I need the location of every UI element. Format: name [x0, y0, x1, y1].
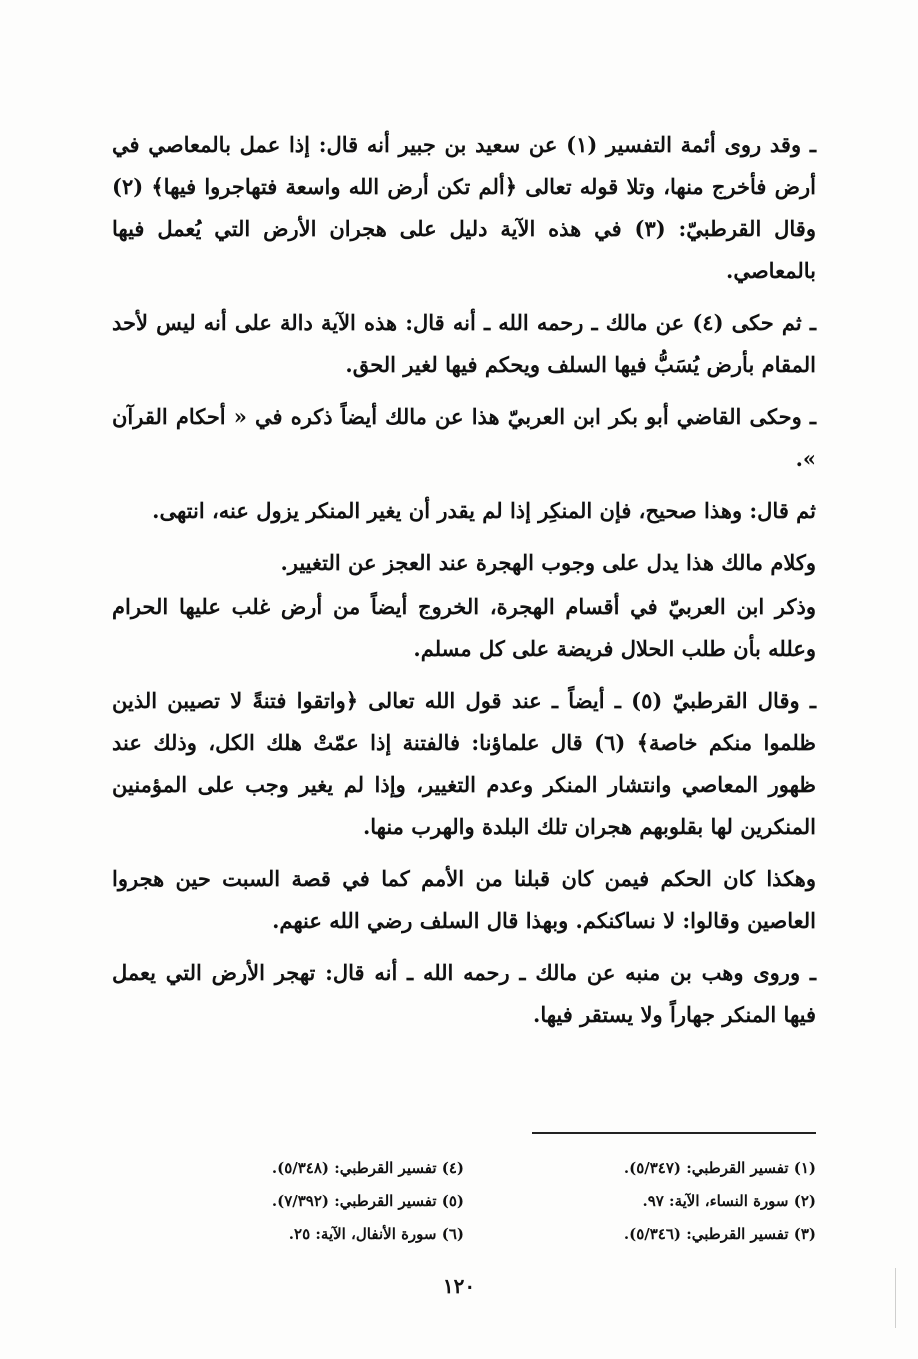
page-edge-mark	[895, 1268, 910, 1328]
paragraph-2: ـ ثم حكى (٤) عن مالك ـ رحمه الله ـ أنه قال: هذه الآية دالة على أنه ليس لأحد المقام بأرض يُسَبُّ فيها السلف ويحكم فيها لغير الحق.	[112, 310, 816, 377]
paragraph-7: ـ وقال القرطبيّ (٥) ـ أيضاً ـ عند قول الله تعالى ﴿واتقوا فتنةً لا تصيبن الذين ظلموا منكم خاصة﴾ (٦) قال علماؤنا: فالفتنة إذا عمّتْ هلك الكل، وذلك عند ظهور المعاصي وانتشار المنكر وعدم التغيير، وإذا لم يغير وجب على المؤمنين المنكرين لها بقلوبهم هجران تلك البلدة والهرب منها.	[112, 688, 816, 839]
paragraph-4: ثم قال: وهذا صحيح، فإن المنكِر إذا لم يقدر أن يغير المنكر يزول عنه، انتهى.	[152, 498, 816, 523]
paragraph-5: وكلام مالك هذا يدل على وجوب الهجرة عند العجز عن التغيير.	[280, 550, 816, 575]
main-text	[112, 124, 816, 1046]
footnote-5: (٥) تفسير القرطبي: (٧/٣٩٢).	[271, 1192, 464, 1210]
footnote-1: (١) تفسير القرطبي: (٥/٣٤٧).	[623, 1159, 816, 1177]
paragraph-1: ـ وقد روى أئمة التفسير (١) عن سعيد بن جبير أنه قال: إذا عمل بالمعاصي في أرض فأخرج منها، وتلا قوله تعالى ﴿ألم تكن أرض الله واسعة فتهاجروا فيها﴾ (٢) وقال القرطبيّ: (٣) في هذه الآية دليل على هجران الأرض التي يُعمل فيها بالمعاصي.	[112, 132, 816, 283]
footnote-2: (٢) سورة النساء، الآية: ٩٧.	[642, 1192, 816, 1210]
paragraph-3: ـ وحكى القاضي أبو بكر ابن العربيّ هذا عن مالك أيضاً ذكره في « أحكام القرآن ».	[112, 404, 816, 471]
footnote-6: (٦) سورة الأنفال، الآية: ٢٥.	[288, 1225, 464, 1243]
footnote-4: (٤) تفسير القرطبي: (٥/٣٤٨).	[271, 1159, 464, 1177]
paragraph-6: وذكر ابن العربيّ في أقسام الهجرة، الخروج أيضاً من أرض غلب عليها الحرام وعلله بأن طلب الحلال فريضة على كل مسلم.	[112, 594, 816, 661]
footnotes	[112, 1152, 816, 1251]
footnote-row	[112, 1218, 816, 1251]
paragraph-9: ـ وروى وهب بن منبه عن مالك ـ رحمه الله ـ أنه قال: تهجر الأرض التي يعمل فيها المنكر جهاراً ولا يستقر فيها.	[112, 960, 816, 1027]
footnote-3: (٣) تفسير القرطبي: (٥/٣٤٦).	[623, 1225, 816, 1243]
paragraph-8: وهكذا كان الحكم فيمن كان قبلنا من الأمم كما في قصة السبت حين هجروا العاصين وقالوا: لا نساكنكم. وبهذا قال السلف رضي الله عنهم.	[112, 866, 816, 933]
footnote-row	[112, 1185, 816, 1218]
footnote-divider	[532, 1132, 816, 1134]
page-number: ١٢٠	[442, 1274, 476, 1298]
footnote-row	[112, 1152, 816, 1185]
